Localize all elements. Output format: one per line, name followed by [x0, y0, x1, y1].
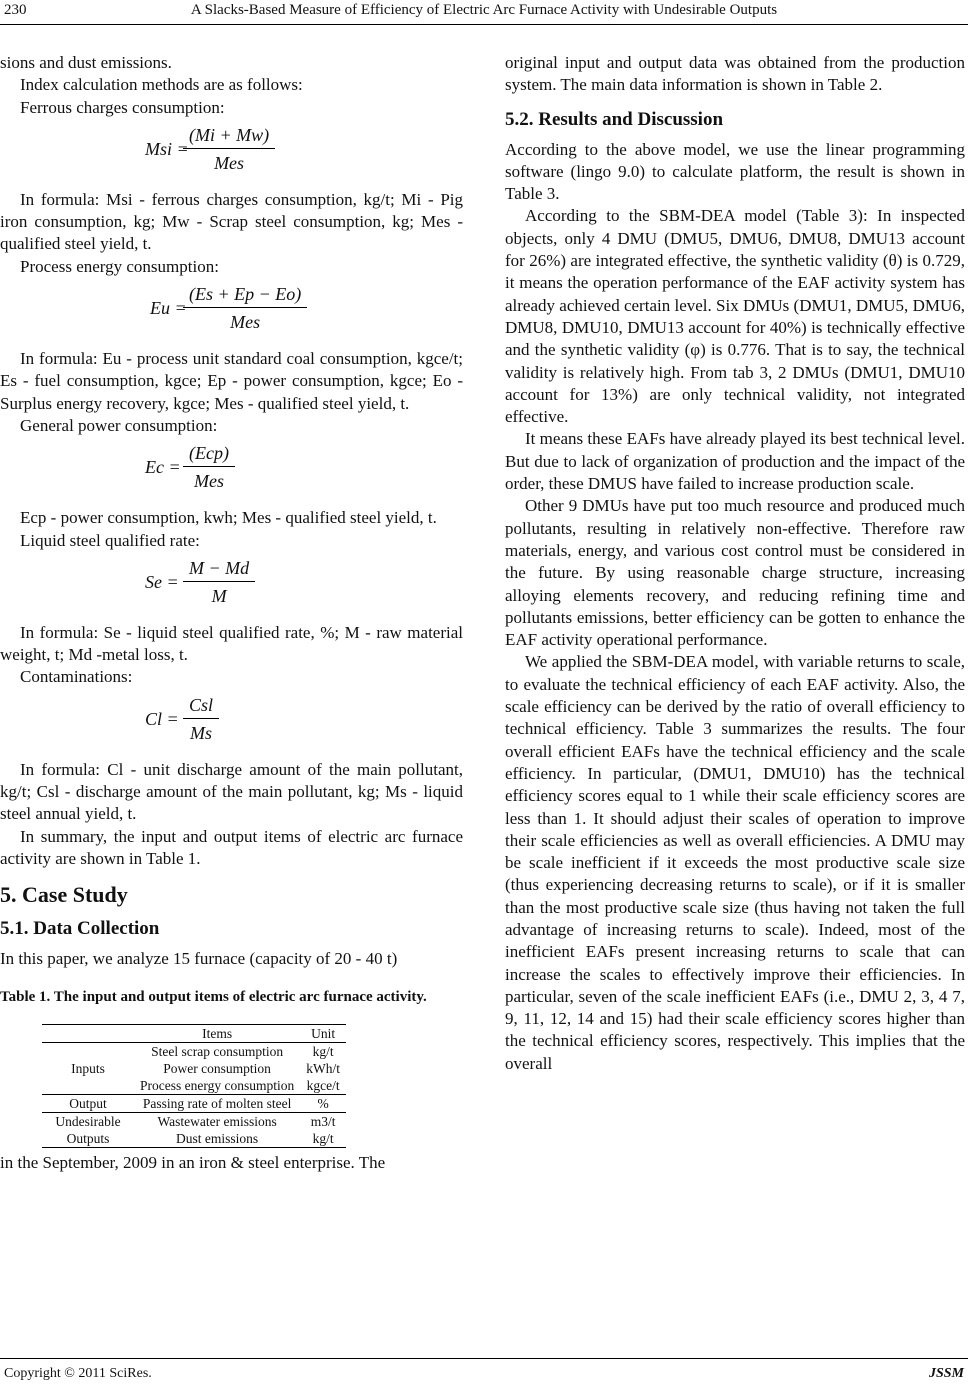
- formula-numerator: Csl: [183, 695, 219, 719]
- paragraph: In formula: Se - liquid steel qualified rate, %; M - raw material weight, t; Md -metal loss, t.: [0, 622, 463, 665]
- column-header-unit: Unit: [300, 1024, 346, 1042]
- header-rule: [0, 24, 968, 25]
- paragraph: In formula: Cl - unit discharge amount of the main pollutant, kg/t; Csl - discharge amount of the main pollutant, kg; Ms - liquid steel annual yield, t.: [0, 759, 463, 824]
- cell-item: Steel scrap consumption: [151, 1043, 284, 1059]
- cell-item: Power consumption: [163, 1060, 271, 1076]
- cell-item: Process energy consumption: [134, 1077, 300, 1095]
- formula-denominator: Mes: [214, 152, 245, 173]
- group-label-inputs: Inputs: [42, 1042, 134, 1094]
- paragraph: Index calculation methods are as follows:: [20, 75, 303, 95]
- table-row: [42, 1130, 346, 1148]
- paragraph: In formula: Msi - ferrous charges consumption, kg/t; Mi - Pig iron consumption, kg; Mw - Scrap steel consumption, kg; Mes - qualified steel yield, t.: [0, 189, 463, 254]
- cell-item: Dust emissions: [134, 1130, 300, 1148]
- column-header-items: Items: [134, 1024, 300, 1042]
- journal-name: JSSM: [928, 1366, 964, 1381]
- cell-item: Passing rate of molten steel: [134, 1094, 300, 1112]
- cell-unit: kg/t: [312, 1043, 334, 1059]
- formula-lhs: Msi =: [145, 138, 189, 159]
- footer-rule: [0, 1358, 968, 1359]
- formula-numerator: (Mi + Mw): [183, 125, 275, 149]
- cell-unit: m3/t: [310, 1113, 336, 1129]
- paragraph: Contaminations:: [20, 667, 133, 687]
- left-column: [0, 52, 463, 1174]
- page-number: 230: [4, 2, 27, 18]
- paragraph: in the September, 2009 in an iron & steel enterprise. The: [0, 1152, 386, 1172]
- cell-unit: kgce/t: [300, 1077, 346, 1095]
- paragraph: In summary, the input and output items of electric arc furnace activity are shown in Table 1.: [0, 826, 463, 868]
- copyright: Copyright © 2011 SciRes.: [4, 1366, 152, 1381]
- group-label-undesirable: Undesirable: [55, 1113, 121, 1129]
- paragraph: It means these EAFs have already played its best technical level. But due to lack of organization of production and the impact of the order, these DMUS have failed to increase production scale.: [505, 429, 965, 494]
- formula-lhs: Cl =: [145, 708, 179, 729]
- items-table: [42, 1024, 346, 1148]
- running-title: A Slacks-Based Measure of Efficiency of Electric Arc Furnace Activity with Undesirable Outputs: [190, 2, 778, 18]
- formula-cl: [0, 693, 463, 755]
- paragraph: original input and output data was obtained from the production system. The main data information is shown in Table 2.: [505, 53, 965, 95]
- paragraph: Liquid steel qualified rate:: [20, 530, 200, 550]
- paragraph: Ferrous charges consumption:: [20, 97, 225, 117]
- page-footer: [4, 1366, 964, 1382]
- formula-denominator: M: [211, 585, 227, 606]
- formula-fraction: [183, 284, 307, 333]
- formula-msi: [0, 123, 463, 185]
- group-label-outputs: Outputs: [42, 1130, 134, 1148]
- cell-unit: %: [300, 1094, 346, 1112]
- paragraph: In this paper, we analyze 15 furnace (capacity of 20 - 40 t): [0, 949, 398, 969]
- formula-numerator: (Es + Ep − Eo): [183, 284, 307, 308]
- cell-unit: kg/t: [300, 1130, 346, 1148]
- paragraph: According to the SBM-DEA model (Table 3): In inspected objects, only 4 DMU (DMU5, DMU6, DMU8, DMU13 account for 26%) are integrated effective, the synthetic validity (θ) is 0.729, it means the operation performance of the EAF activity system has already achieved certain level. Six DMUs (DMU1, DMU5, DMU6, DMU8, DMU10, DMU13 account for 40%) is technically effective and the synthetic validity (φ) is 0.776. That is to say, the technical validity is relatively high. From tab 3, 2 DMUs (DMU1, DMU10 account for 13%) are only technical validity, not integrated effective.: [505, 206, 965, 427]
- section-heading: 5. Case Study: [0, 882, 128, 908]
- formula-eu: [0, 282, 463, 344]
- table-row: [42, 1112, 346, 1130]
- paragraph: sions and dust emissions.: [0, 53, 172, 72]
- formula-lhs: Se =: [145, 571, 179, 592]
- table-caption: Table 1. The input and output items of electric arc furnace activity.: [0, 988, 427, 1005]
- paragraph: Ecp - power consumption, kwh; Mes - qualified steel yield, t.: [20, 508, 437, 528]
- subsection-heading: 5.1. Data Collection: [0, 918, 160, 940]
- formula-denominator: Ms: [190, 722, 212, 743]
- formula-numerator: M − Md: [183, 558, 255, 582]
- table-row: [42, 1094, 346, 1112]
- formula-se: [0, 556, 463, 618]
- group-label-output: Output: [42, 1094, 134, 1112]
- paragraph: Other 9 DMUs have put too much resource and produced much pollutants, resulting in relatively non-effective. Therefore raw materials, energy, and various cost control must be considered in the future. By using reasonable charge structure, increasing alloying elements recovery, and reducing refining time and pollutants emissions, better efficiency can be gotten to enhance the EAF activity operational performance.: [505, 496, 965, 650]
- paragraph: General power consumption:: [20, 415, 218, 435]
- formula-numerator: (Ecp): [183, 443, 235, 467]
- table-row: [42, 1042, 346, 1060]
- cell-item: Wastewater emissions: [157, 1113, 277, 1129]
- formula-lhs: Eu =: [150, 298, 187, 319]
- paragraph: In formula: Eu - process unit standard coal consumption, kgce/t; Es - fuel consumption, kgce; Ep - power consumption, kgce; Eo - Surplus energy recovery, kgce; Mes - qualified steel yield, t.: [0, 349, 463, 413]
- paragraph: We applied the SBM-DEA model, with variable returns to scale, to evaluate the technical efficiency of each EAF activity. Also, the scale efficiency can be derived by the ratio of overall efficiency to technical efficiency. Table 3 summarizes the results. The four overall efficient EAFs have the technical efficiency and the scale efficiency. In particular, (DMU1, DMU10) has the technical efficiency scores equal to 1 while their scale efficiency scores are less than 1. It should adjust their scales of operation to improve their scale efficiencies as well as overall efficiencies. A DMU may be scale inefficient if it exceeds the most productive scale size (thus experiencing decreasing returns to scale), or if it is smaller than the most productive scale size (thus having not taken the full advantage of increasing returns to scale). Indeed, most of the inefficient EAFs present increasing returns to scale that can increase the scales to effectively improve their efficiencies. In particular, seven of the scale inefficient EAFs (i.e., DMU 2, 3, 4 7, 9, 11, 12, 14 and 15) had their scale efficiency scores higher than the technical efficiency scores, respectively. This implies that the overall: [505, 652, 965, 1073]
- page-header: [0, 0, 968, 26]
- formula-ec: [0, 441, 463, 503]
- formula-denominator: Mes: [230, 312, 261, 333]
- subsection-heading: 5.2. Results and Discussion: [505, 108, 724, 130]
- formula-lhs: Ec =: [145, 457, 181, 478]
- right-column: [505, 52, 965, 1075]
- formula-denominator: Mes: [193, 471, 224, 492]
- cell-unit: kWh/t: [306, 1060, 340, 1076]
- paragraph: Process energy consumption:: [20, 256, 219, 276]
- paragraph: According to the above model, we use the linear programming software (lingo 9.0) to calculate platform, the result is shown in Table 3.: [505, 139, 965, 204]
